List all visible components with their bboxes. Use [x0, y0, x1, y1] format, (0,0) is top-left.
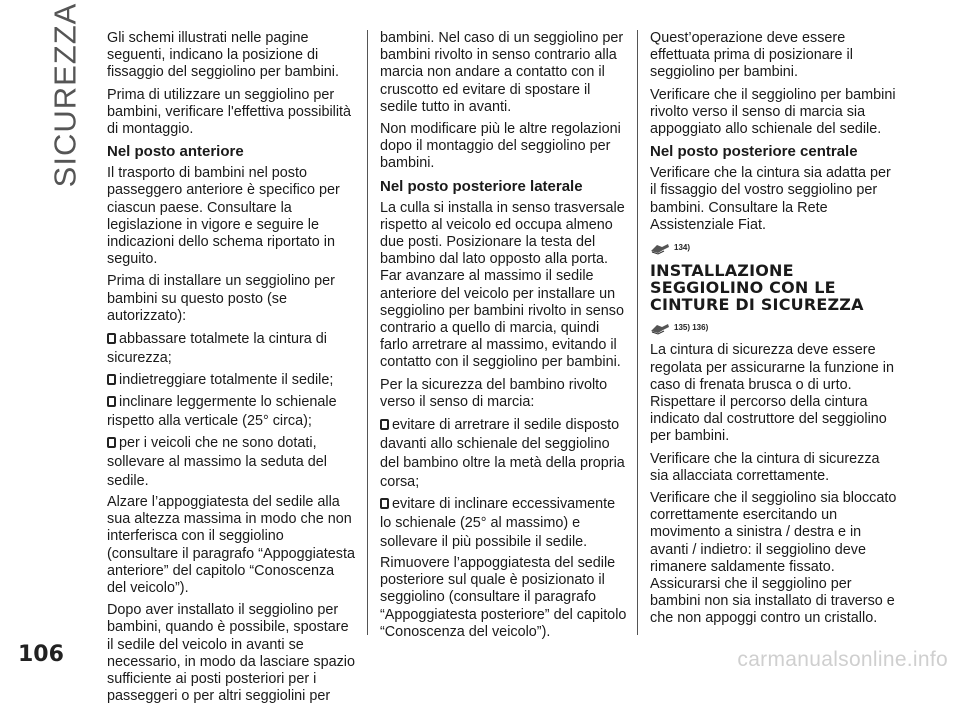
warning-ref-number: 135) 136)	[674, 323, 709, 333]
paragraph: Dopo aver installato il seggiolino per bambini, quando è possibile, spostare il sedile del veicolo in avanti se necessario, in modo da lasciare spazio sufficiente ai posti posteriori per i passeggeri o per altri seggiolini per	[107, 602, 355, 705]
warning-hand-icon	[650, 321, 670, 335]
paragraph: Per la sicurezza del bambino rivolto verso il senso di marcia:	[380, 376, 608, 410]
paragraph: Prima di installare un seggiolino per bambini su questo posto (se autorizzato):	[107, 273, 335, 324]
heading-rear-side-seat: Nel posto posteriore laterale	[380, 177, 583, 195]
bullet-icon	[107, 333, 116, 344]
warning-reference	[650, 239, 900, 256]
paragraph: Verificare che la cintura di sicurezza sia allacciata correttamente.	[650, 450, 880, 484]
column-divider	[367, 30, 368, 635]
list-item: evitare di inclinare eccessivamente lo schienale (25° al massimo) e sollevare il più possibile il sedile.	[380, 496, 616, 551]
column-3	[650, 30, 900, 633]
list-item: inclinare leggermente lo schienale rispetto alla verticale (25° circa);	[107, 394, 337, 430]
column-2	[380, 30, 630, 646]
paragraph: La culla si installa in senso trasversale rispetto al veicolo ed occupa almeno due posti. Posizionare la testa del bambino dal lato opposto alla porta. Far avanzare al massimo il sedile anteriore del veicolo per installare un seggiolino per bambini rivolto in senso contrario a quello di marcia, quindi farlo arretrare al massimo, evitando il contatto con il seggiolino per bambini.	[380, 199, 625, 371]
watermark: carmanualsonline.info	[737, 648, 948, 671]
list-item: abbassare totalmete la cintura di sicurezza;	[107, 331, 327, 367]
heading-rear-center-seat: Nel posto posteriore centrale	[650, 143, 858, 161]
paragraph: bambini. Nel caso di un seggiolino per bambini rivolto in senso contrario alla marcia non andare a contatto con il cruscotto ed evitare di spostare il sedile tutto in avanti.	[380, 30, 624, 115]
paragraph: Rimuovere l’appoggiatesta del sedile posteriore sul quale è posizionato il seggiolino (consultare il paragrafo “Appoggiatesta posteriore” del capitolo “Conoscenza del veicolo”).	[380, 555, 627, 640]
paragraph: Gli schemi illustrati nelle pagine seguenti, indicano la posizione di fissaggio del seggiolino per bambini.	[107, 30, 339, 81]
paragraph: Quest’operazione deve essere effettuata prima di posizionare il seggiolino per bambini.	[650, 30, 853, 81]
list-item: indietreggiare totalmente il sedile;	[107, 371, 357, 390]
column-divider	[637, 30, 638, 635]
page-number: 106	[18, 642, 64, 667]
paragraph: Verificare che il seggiolino per bambini rivolto verso il senso di marcia sia appoggiato allo schienale del sedile.	[650, 86, 896, 138]
heading-front-seat: Nel posto anteriore	[107, 143, 244, 161]
list-item: per i veicoli che ne sono dotati, sollevare al massimo la seduta del sedile.	[107, 435, 327, 490]
bullet-icon	[107, 396, 116, 407]
bullet-icon	[107, 374, 116, 385]
list-item: evitare di arretrare il sedile disposto davanti allo schienale del seggiolino del bambino oltre la metà della propria corsa;	[380, 417, 625, 491]
paragraph: Verificare che la cintura sia adatta per il fissaggio del vostro seggiolino per bambini. Consultare la Rete Assistenziale Fiat.	[650, 165, 891, 233]
column-1	[107, 30, 357, 710]
paragraph: Non modificare più le altre regolazioni dopo il montaggio del seggiolino per bambini.	[380, 121, 621, 172]
section-tab	[44, 2, 86, 188]
warning-ref-number: 134)	[674, 243, 691, 253]
warning-hand-icon	[650, 241, 670, 255]
warning-reference	[650, 319, 900, 336]
paragraph: Alzare l’appoggiatesta del sedile alla sua altezza massima in modo che non interferisca con il seggiolino (consultare il paragrafo “Appoggiatesta anteriore” del capitolo “Conoscenza del veicolo”).	[107, 494, 355, 597]
paragraph: La cintura di sicurezza deve essere regolata per assicurarne la funzione in caso di frenata brusca o di urto. Rispettare il percorso della cintura indicato dal costruttore del seggiolino per bambini.	[650, 342, 894, 445]
paragraph: Verificare che il seggiolino sia bloccato correttamente esercitando un movimento a sinistra / destra e in avanti / indietro: il seggiolino deve rimanere saldamente fissato. Assicurarsi che il seggiolino per bambini non sia installato di traverso e che non appoggi contro un cristallo.	[650, 490, 897, 627]
bullet-icon	[380, 498, 389, 509]
paragraph: Prima di utilizzare un seggiolino per bambini, verificare l'effettiva possibilità di montaggio.	[107, 86, 352, 138]
bullet-icon	[107, 437, 116, 448]
heading-install-seat-belts: INSTALLAZIONE SEGGIOLINO CON LE CINTURE DI SICUREZZA	[650, 261, 864, 315]
bullet-icon	[380, 419, 389, 430]
paragraph: Il trasporto di bambini nel posto passeggero anteriore è specifico per ciascun paese. Consultare la legislazione in vigore e seguire le indicazioni dello schema riportato in seguito.	[107, 165, 340, 268]
section-tab-label: SICUREZZA	[47, 2, 82, 188]
